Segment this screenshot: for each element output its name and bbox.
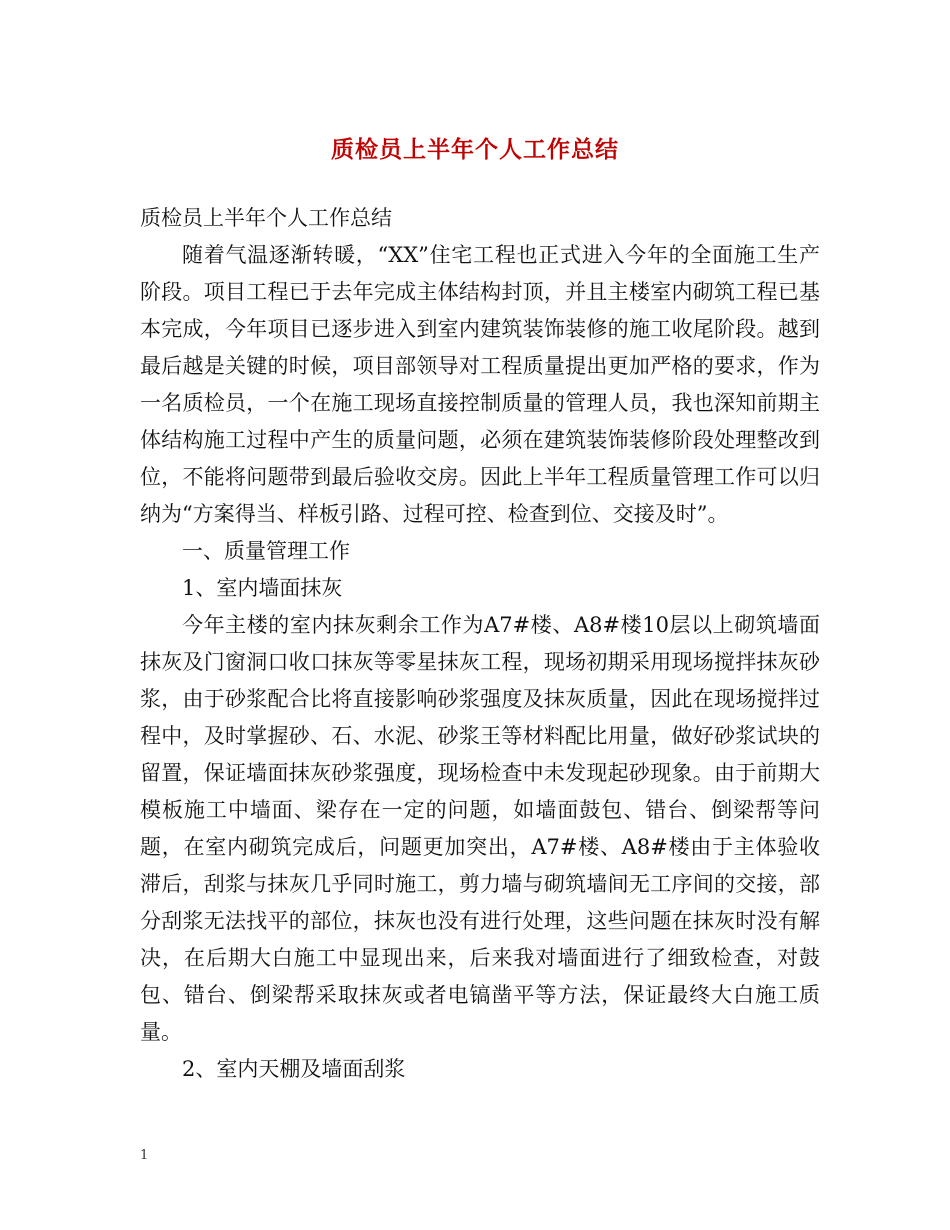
document-body (140, 200, 820, 1088)
subsection-heading-wall-plastering: 1、室内墙面抹灰 (182, 576, 343, 600)
paragraph-intro: 随着气温逐渐转暖，“XX”住宅工程也正式进入今年的全面施工生产阶段。项目工程已于去年完成主体结构封顶，并且主楼室内砌筑工程已基本完成，今年项目已逐步进入到室内建筑装饰装修的施工收尾阶段。越到最后越是关键的时候，项目部领导对工程质量提出更加严格的要求，作为一名质检员，一个在施工现场直接控制质量的管理人员，我也深知前期主体结构施工过程中产生的质量问题，必须在建筑装饰装修阶段处理整改到位，不能将问题带到最后验收交房。因此上半年工程质量管理工作可以归纳为“方案得当、样板引路、过程可控、检查到位、交接及时”。 (140, 243, 820, 526)
subsection-heading-ceiling-scraping: 2、室内天棚及墙面刮浆 (182, 1057, 406, 1081)
section-heading-quality-management: 一、质量管理工作 (182, 539, 350, 563)
page-number: 1 (140, 1148, 149, 1163)
paragraph-wall-plastering: 今年主楼的室内抹灰剩余工作为A7#楼、A8#楼10层以上砌筑墙面抹灰及门窗洞口收口抹灰等零星抹灰工程，现场初期采用现场搅拌抹灰砂浆，由于砂浆配合比将直接影响砂浆强度及抹灰质量，因此在现场搅拌过程中，及时掌握砂、石、水泥、砂浆王等材料配比用量，做好砂浆试块的留置，保证墙面抹灰砂浆强度，现场检查中未发现起砂现象。由于前期大模板施工中墙面、梁存在一定的问题，如墙面鼓包、错台、倒梁帮等问题，在室内砌筑完成后，问题更加突出，A7#楼、A8#楼由于主体验收滞后，刮浆与抹灰几乎同时施工，剪力墙与砌筑墙间无工序间的交接，部分刮浆无法找平的部位，抹灰也没有进行处理，这些问题在抹灰时没有解决，在后期大白施工中显现出来，后来我对墙面进行了细致检查，对鼓包、错台、倒梁帮采取抹灰或者电镐凿平等方法，保证最终大白施工质量。 (140, 613, 820, 1044)
document-title: 质检员上半年个人工作总结 (331, 136, 619, 163)
body-heading: 质检员上半年个人工作总结 (140, 206, 392, 230)
